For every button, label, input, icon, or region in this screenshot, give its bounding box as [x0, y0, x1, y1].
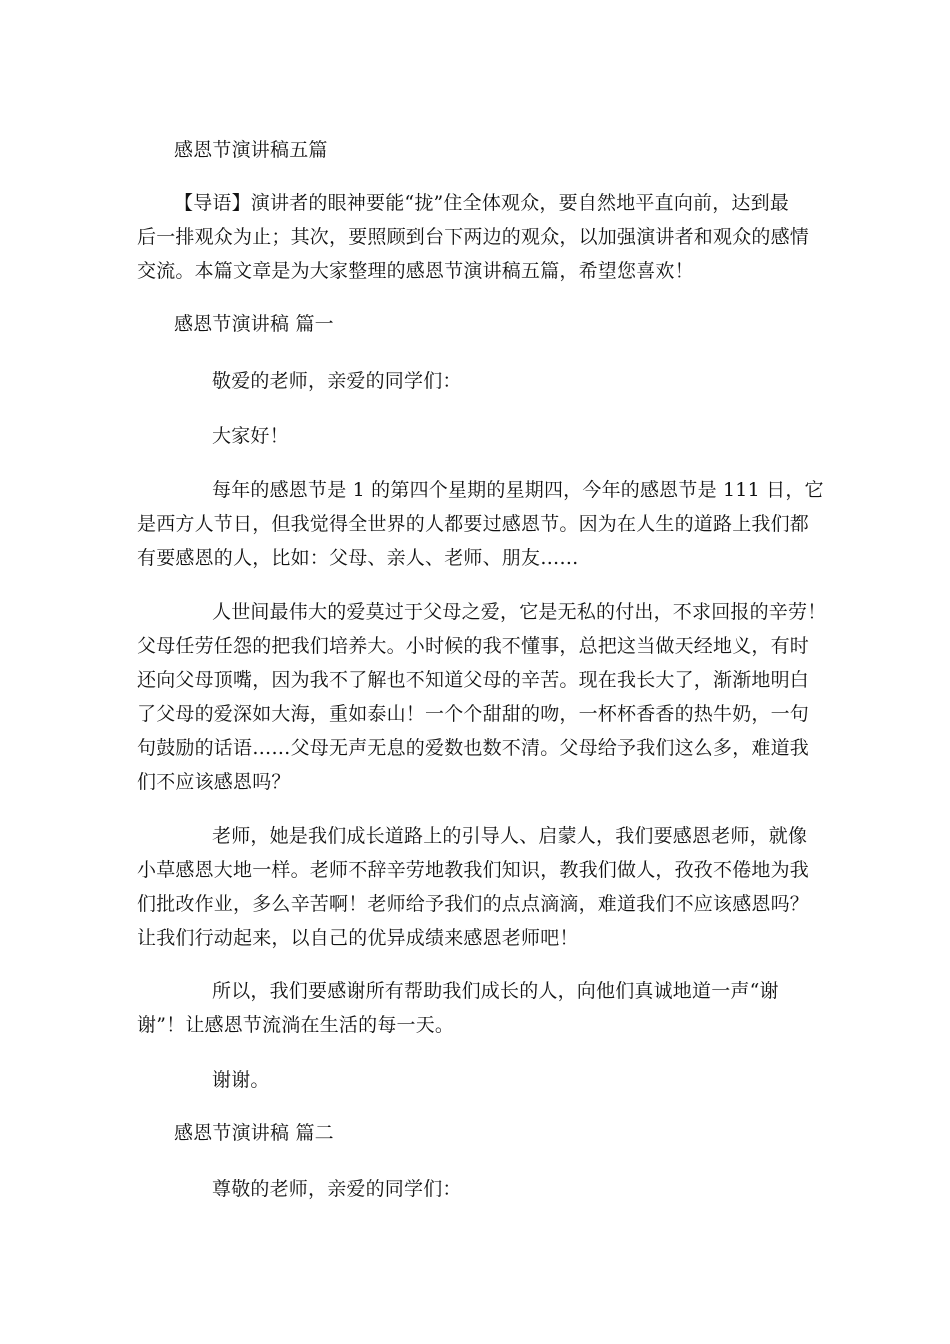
intro-line: 【导语】演讲者的眼神要能“拢”住全体观众，要自然地平直向前，达到最 [174, 192, 790, 214]
paragraph-line: 是西方人节日，但我觉得全世界的人都要过感恩节。因为在人生的道路上我们都 [137, 513, 810, 535]
closing: 谢谢。 [212, 1069, 270, 1091]
paragraph-line: 谢”！让感恩节流淌在生活的每一天。 [137, 1014, 455, 1036]
intro-line: 后一排观众为止；其次，要照顾到台下两边的观众，以加强演讲者和观众的感情 [137, 226, 810, 248]
paragraph-line: 句鼓励的话语……父母无声无息的爱数也数不清。父母给予我们这么多，难道我 [137, 737, 810, 759]
paragraph-line: 们不应该感恩吗？ [137, 771, 291, 793]
section-heading: 感恩节演讲稿 篇一 [174, 313, 334, 335]
paragraph-line: 老师，她是我们成长道路上的引导人、启蒙人，我们要感恩老师，就像 [212, 825, 808, 847]
section-heading: 感恩节演讲稿 篇二 [174, 1122, 334, 1144]
paragraph-line: 所以，我们要感谢所有帮助我们成长的人，向他们真诚地道一声“谢 [212, 980, 779, 1002]
salutation: 尊敬的老师，亲爱的同学们： [212, 1178, 462, 1200]
paragraph-line: 父母任劳任怨的把我们培养大。小时候的我不懂事，总把这当做天经地义，有时 [137, 635, 810, 657]
intro-line: 交流。本篇文章是为大家整理的感恩节演讲稿五篇，希望您喜欢！ [137, 260, 694, 282]
paragraph-line: 还向父母顶嘴，因为我不了解也不知道父母的辛苦。现在我长大了，渐渐地明白 [137, 669, 810, 691]
salutation: 敬爱的老师，亲爱的同学们： [212, 370, 462, 392]
paragraph-line: 每年的感恩节是 1 的第四个星期的星期四，今年的感恩节是 111 日，它 [212, 479, 824, 501]
paragraph-line: 小草感恩大地一样。老师不辞辛劳地教我们知识，教我们做人，孜孜不倦地为我 [137, 859, 810, 881]
paragraph-line: 有要感恩的人，比如：父母、亲人、老师、朋友…… [137, 547, 579, 569]
greeting: 大家好！ [212, 425, 289, 447]
paragraph-line: 们批改作业，多么辛苦啊！老师给予我们的点点滴滴，难道我们不应该感恩吗？ [137, 893, 810, 915]
paragraph-line: 了父母的爱深如大海，重如泰山！一个个甜甜的吻，一杯杯香香的热牛奶，一句 [137, 703, 810, 725]
document-title: 感恩节演讲稿五篇 [174, 139, 328, 161]
paragraph-line: 人世间最伟大的爱莫过于父母之爱，它是无私的付出，不求回报的辛劳！ [212, 601, 827, 623]
paragraph-line: 让我们行动起来，以自己的优异成绩来感恩老师吧！ [137, 927, 579, 949]
